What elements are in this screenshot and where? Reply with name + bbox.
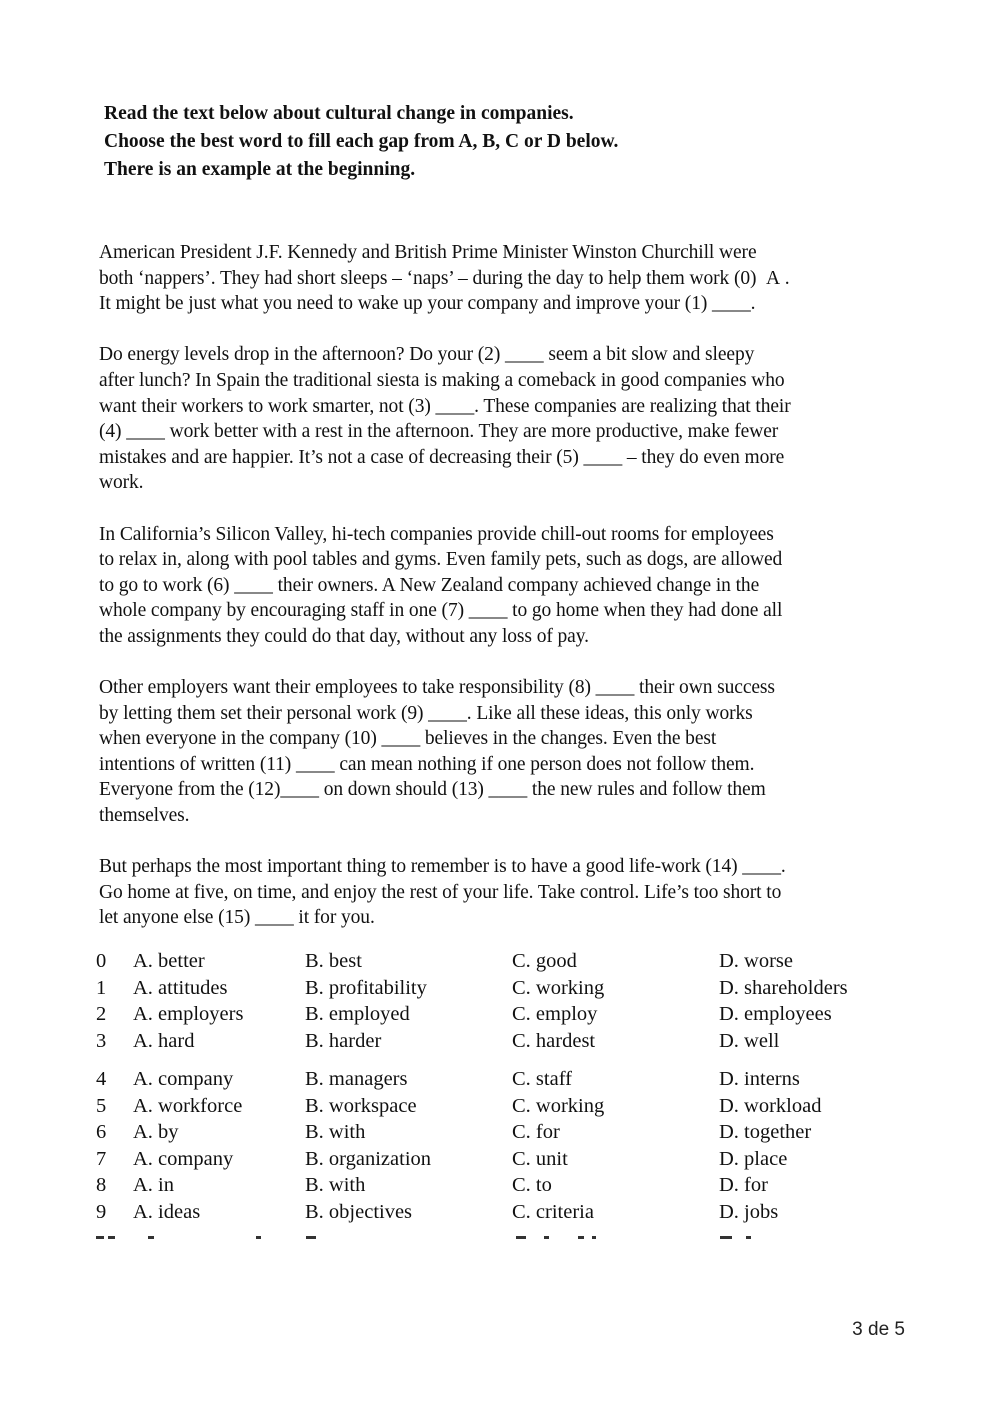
- option-row: [96, 1056, 916, 1095]
- question-number: 1: [96, 976, 107, 999]
- option-c: C. to: [512, 1174, 552, 1196]
- option-row: [96, 1095, 916, 1122]
- option-d: D. well: [719, 1029, 780, 1052]
- option-row: [96, 1003, 916, 1030]
- passage-line: to go to work (6) ____ their owners. A New Zealand company achieved change in the: [99, 574, 760, 596]
- reading-passage: [99, 240, 905, 957]
- option-a: A. by: [133, 1121, 179, 1143]
- passage-line: both ‘nappers’. They had short sleeps – ‘naps’ – during the day to help them work (0) A .: [99, 267, 790, 289]
- paragraph-5: [99, 854, 905, 931]
- option-c: C. employ: [512, 1003, 598, 1025]
- option-c: C. for: [512, 1121, 560, 1143]
- option-d: D. together: [719, 1121, 812, 1143]
- passage-line: (4) ____ work better with a rest in the afternoon. They are more productive, make fewer: [99, 421, 779, 443]
- passage-line: want their workers to work smarter, not (3) ____. These companies are realizing that their: [99, 395, 791, 417]
- passage-line: Everyone from the (12)____ on down should (13) ____ the new rules and follow them: [99, 779, 766, 801]
- question-number: 7: [96, 1147, 107, 1170]
- passage-line: themselves.: [99, 805, 190, 827]
- passage-line: It might be just what you need to wake up your company and improve your (1) ____.: [99, 293, 756, 315]
- option-c: C. staff: [512, 1068, 572, 1090]
- instruction-line: Choose the best word to fill each gap from A, B, C or D below.: [104, 131, 619, 152]
- option-b: B. objectives: [305, 1200, 413, 1223]
- option-b: B. managers: [305, 1068, 408, 1090]
- option-c: C. unit: [512, 1147, 568, 1170]
- option-row: [96, 1201, 916, 1228]
- option-b: B. best: [305, 950, 362, 972]
- question-number: 3: [96, 1029, 107, 1052]
- passage-line: whole company by encouraging staff in one (7) ____ to go home when they had done all: [99, 600, 783, 622]
- instruction-line: Read the text below about cultural change in companies.: [104, 103, 574, 124]
- question-number: 9: [96, 1200, 107, 1223]
- passage-line: when everyone in the company (10) ____ believes in the changes. Even the best: [99, 728, 717, 750]
- option-b: B. employed: [305, 1003, 410, 1025]
- answer-options-table: [96, 950, 916, 1227]
- instruction-line: There is an example at the beginning.: [104, 159, 416, 180]
- question-number: 5: [96, 1094, 107, 1117]
- option-a: A. attitudes: [133, 976, 228, 999]
- question-number: 4: [96, 1068, 107, 1090]
- page-number: 3 de 5: [852, 1319, 905, 1340]
- option-a: A. ideas: [133, 1200, 201, 1223]
- passage-line: Do energy levels drop in the afternoon? Do your (2) ____ seem a bit slow and sleepy: [99, 344, 755, 366]
- instructions: [104, 100, 924, 184]
- passage-line: Other employers want their employees to take responsibility (8) ____ their own success: [99, 677, 775, 699]
- paragraph-4: [99, 675, 905, 829]
- passage-line: the assignments they could do that day, without any loss of pay.: [99, 625, 589, 647]
- option-b: B. with: [305, 1174, 366, 1196]
- option-d: D. worse: [719, 950, 794, 972]
- passage-line: by letting them set their personal work (9) ____. Like all these ideas, this only works: [99, 702, 753, 724]
- option-c: C. working: [512, 1094, 605, 1117]
- option-a: A. in: [133, 1174, 174, 1196]
- passage-line: But perhaps the most important thing to remember is to have a good life-work (14) ____.: [99, 856, 786, 878]
- passage-line: after lunch? In Spain the traditional siesta is making a comeback in good companies who: [99, 369, 785, 391]
- question-number: 8: [96, 1174, 107, 1196]
- option-d: D. interns: [719, 1068, 800, 1090]
- paragraph-3: [99, 522, 905, 650]
- paragraph-2: [99, 342, 905, 496]
- option-c: C. good: [512, 950, 577, 972]
- passage-line: let anyone else (15) ____ it for you.: [99, 907, 375, 929]
- option-row: [96, 977, 916, 1004]
- passage-line: intentions of written (11) ____ can mean nothing if one person does not follow them.: [99, 753, 755, 775]
- passage-line: Go home at five, on time, and enjoy the rest of your life. Take control. Life’s too short to: [99, 881, 782, 903]
- cut-off-next-row: [96, 1236, 776, 1242]
- option-c: C. criteria: [512, 1200, 594, 1223]
- option-a: A. workforce: [133, 1094, 243, 1117]
- option-a: A. hard: [133, 1029, 195, 1052]
- question-number: 6: [96, 1121, 107, 1143]
- paragraph-1: [99, 240, 905, 317]
- passage-line: to relax in, along with pool tables and gyms. Even family pets, such as dogs, are allowed: [99, 549, 783, 571]
- option-a: A. employers: [133, 1003, 244, 1025]
- option-a: A. company: [133, 1147, 234, 1170]
- option-row: [96, 1174, 916, 1201]
- question-number: 0: [96, 950, 107, 972]
- option-b: B. profitability: [305, 976, 427, 999]
- option-a: A. better: [133, 950, 205, 972]
- option-b: B. organization: [305, 1147, 432, 1170]
- option-row: [96, 1121, 916, 1148]
- option-row: [96, 950, 916, 977]
- option-d: D. place: [719, 1147, 788, 1170]
- option-b: B. with: [305, 1121, 366, 1143]
- option-d: D. workload: [719, 1094, 822, 1117]
- option-b: B. harder: [305, 1029, 382, 1052]
- option-d: D. jobs: [719, 1200, 779, 1223]
- option-c: C. working: [512, 976, 605, 999]
- option-row: [96, 1148, 916, 1175]
- option-a: A. company: [133, 1068, 234, 1090]
- passage-line: American President J.F. Kennedy and British Prime Minister Winston Churchill were: [99, 242, 757, 263]
- passage-line: In California’s Silicon Valley, hi-tech companies provide chill-out rooms for employees: [99, 523, 774, 545]
- question-number: 2: [96, 1003, 107, 1025]
- option-d: D. employees: [719, 1003, 832, 1025]
- passage-line: work.: [99, 472, 144, 494]
- option-d: D. shareholders: [719, 976, 848, 999]
- passage-line: mistakes and are happier. It’s not a case of decreasing their (5) ____ – they do even more: [99, 446, 785, 468]
- option-row: [96, 1030, 916, 1057]
- option-b: B. workspace: [305, 1094, 417, 1117]
- option-c: C. hardest: [512, 1029, 596, 1052]
- option-d: D. for: [719, 1174, 768, 1196]
